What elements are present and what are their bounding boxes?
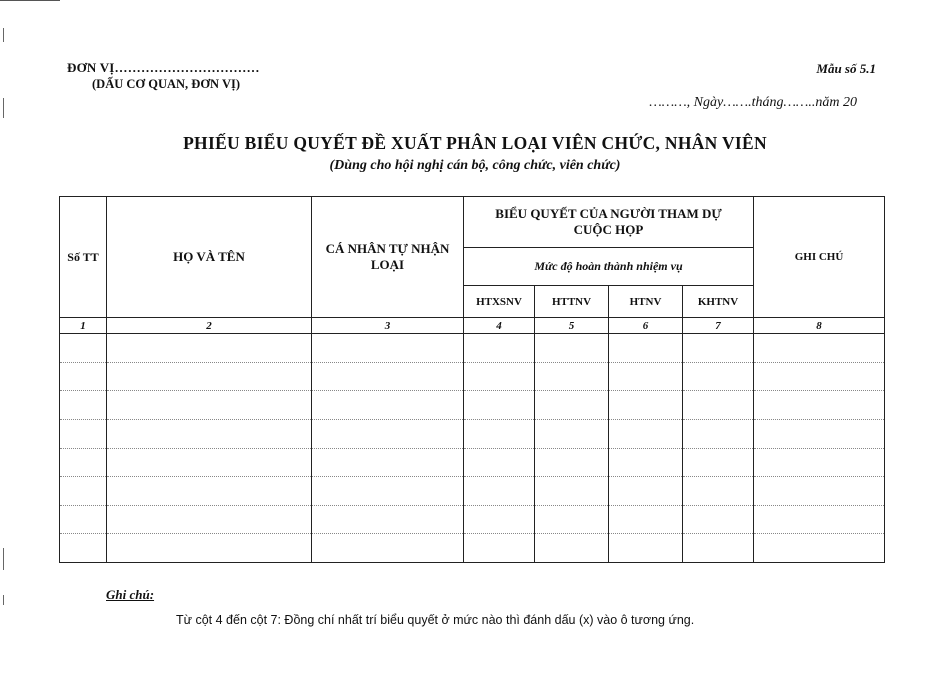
note-label: Ghi chú: [106, 587, 155, 602]
column-number: 5 [535, 318, 609, 334]
table-cell[interactable] [107, 477, 312, 506]
scan-margin-mark [3, 28, 4, 42]
table-cell[interactable] [464, 448, 535, 477]
table-cell[interactable] [754, 334, 885, 363]
table-cell[interactable] [464, 391, 535, 420]
table-cell[interactable] [754, 419, 885, 448]
table-cell[interactable] [754, 448, 885, 477]
table-row [60, 477, 885, 506]
table-cell[interactable] [609, 477, 683, 506]
scan-margin-mark [3, 595, 4, 605]
table-cell[interactable] [535, 505, 609, 534]
table-cell[interactable] [107, 362, 312, 391]
table-row [60, 391, 885, 420]
table-cell[interactable] [464, 334, 535, 363]
table-cell[interactable] [60, 362, 107, 391]
table-cell[interactable] [60, 334, 107, 363]
header-stt: Số TT [60, 197, 107, 318]
scan-edge-line [0, 0, 60, 1]
table-row [60, 334, 885, 363]
table-cell[interactable] [107, 448, 312, 477]
page-subtitle: (Dùng cho hội nghị cán bộ, công chức, viên chức) [329, 158, 621, 173]
table-cell[interactable] [535, 448, 609, 477]
table-cell[interactable] [107, 334, 312, 363]
table-cell[interactable] [312, 362, 464, 391]
table-cell[interactable] [312, 448, 464, 477]
table-cell[interactable] [535, 362, 609, 391]
table-cell[interactable] [609, 534, 683, 563]
table-cell[interactable] [683, 477, 754, 506]
table-cell[interactable] [60, 505, 107, 534]
table-cell[interactable] [754, 477, 885, 506]
table-cell[interactable] [60, 448, 107, 477]
table-cell[interactable] [312, 419, 464, 448]
scan-margin-mark [3, 98, 4, 118]
table-cell[interactable] [609, 362, 683, 391]
table-cell[interactable] [754, 505, 885, 534]
table-cell[interactable] [107, 505, 312, 534]
table-cell[interactable] [464, 419, 535, 448]
header-htnv: HTNV [609, 286, 683, 318]
header-note: GHI CHÚ [754, 197, 885, 318]
note-text: Từ cột 4 đến cột 7: Đồng chí nhất trí biểu quyết ở mức nào thì đánh dấu (x) vào ô tương ứng. [176, 613, 695, 627]
table-cell[interactable] [683, 334, 754, 363]
table-row [60, 448, 885, 477]
table-cell[interactable] [535, 534, 609, 563]
table-cell[interactable] [609, 505, 683, 534]
table-row [60, 534, 885, 563]
header-vote: BIỂU QUYẾT CỦA NGƯỜI THAM DỰ CUỘC HỌP [464, 197, 754, 248]
column-number: 7 [683, 318, 754, 334]
table-cell[interactable] [107, 534, 312, 563]
table-cell[interactable] [107, 419, 312, 448]
unit-line: ĐƠN VỊ…………………………… [67, 60, 260, 75]
table-cell[interactable] [312, 334, 464, 363]
table-cell[interactable] [312, 534, 464, 563]
unit-stamp-label: (DẤU CƠ QUAN, ĐƠN VỊ) [92, 77, 241, 91]
table-cell[interactable] [609, 334, 683, 363]
header-httnv: HTTNV [535, 286, 609, 318]
table-cell[interactable] [60, 477, 107, 506]
table-cell[interactable] [535, 477, 609, 506]
table-row [60, 419, 885, 448]
table-cell[interactable] [464, 534, 535, 563]
table-row [60, 362, 885, 391]
table-cell[interactable] [754, 391, 885, 420]
column-number: 4 [464, 318, 535, 334]
column-number: 6 [609, 318, 683, 334]
table-cell[interactable] [60, 534, 107, 563]
table-cell[interactable] [60, 391, 107, 420]
voting-table [59, 196, 885, 563]
table-cell[interactable] [609, 391, 683, 420]
table-cell[interactable] [464, 505, 535, 534]
table-cell[interactable] [535, 391, 609, 420]
table-cell[interactable] [535, 334, 609, 363]
table-cell[interactable] [683, 505, 754, 534]
table-cell[interactable] [609, 448, 683, 477]
table-cell[interactable] [107, 391, 312, 420]
header-name: HỌ VÀ TÊN [107, 197, 312, 318]
page-title: PHIẾU BIỂU QUYẾT ĐỀ XUẤT PHÂN LOẠI VIÊN CHỨC, NHÂN VIÊN [183, 133, 767, 153]
header-self-classification: CÁ NHÂN TỰ NHẬN LOẠI [312, 197, 464, 318]
table-row [60, 505, 885, 534]
column-number: 3 [312, 318, 464, 334]
table-cell[interactable] [609, 419, 683, 448]
header-htxsnv: HTXSNV [464, 286, 535, 318]
table-cell[interactable] [683, 448, 754, 477]
table-cell[interactable] [535, 419, 609, 448]
table-cell[interactable] [464, 477, 535, 506]
column-number: 1 [60, 318, 107, 334]
table-cell[interactable] [754, 362, 885, 391]
date-line: ………, Ngày…….tháng……..năm 20 [649, 95, 857, 110]
table-cell[interactable] [754, 534, 885, 563]
table-cell[interactable] [683, 419, 754, 448]
header-khtnv: KHTNV [683, 286, 754, 318]
table-cell[interactable] [60, 419, 107, 448]
table-cell[interactable] [312, 477, 464, 506]
table-cell[interactable] [464, 362, 535, 391]
table-cell[interactable] [683, 534, 754, 563]
column-number: 8 [754, 318, 885, 334]
column-number: 2 [107, 318, 312, 334]
form-number: Mẫu số 5.1 [816, 61, 876, 76]
header-completion-level: Mức độ hoàn thành nhiệm vụ [464, 248, 754, 286]
table-cell[interactable] [312, 391, 464, 420]
scan-margin-mark [3, 548, 4, 570]
table-cell[interactable] [683, 391, 754, 420]
table-cell[interactable] [683, 362, 754, 391]
table-cell[interactable] [312, 505, 464, 534]
